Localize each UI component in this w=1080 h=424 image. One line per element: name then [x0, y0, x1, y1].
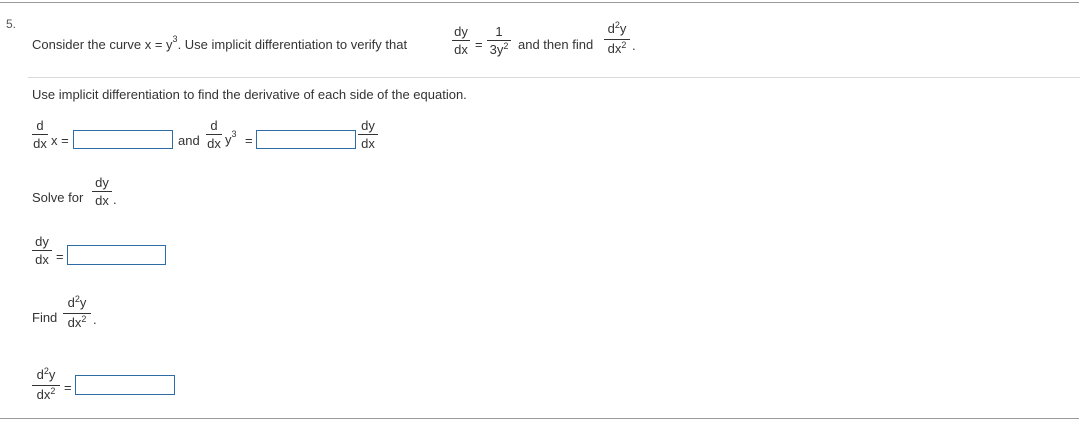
frac-bar [206, 134, 222, 135]
dx: dx [67, 315, 82, 330]
frac-num: dy [454, 24, 468, 39]
period-2: . [113, 192, 117, 207]
question-frame [0, 2, 1079, 419]
d-dx-fraction [32, 119, 48, 150]
y: y [225, 132, 232, 147]
exp-3: 3 [231, 129, 237, 139]
frac-num: 1 [495, 24, 503, 39]
frac-bar [32, 385, 60, 386]
d-dx-fraction-2 [206, 119, 222, 150]
frac-den: dx [454, 42, 468, 57]
intro-mid: . Use implicit differentiation to verify that [177, 37, 408, 52]
equals-sign-4: = [64, 380, 72, 395]
d2ydx2-fraction-3 [32, 368, 60, 403]
frac-bar [452, 40, 470, 41]
instruction-text: Use implicit differentiation to find the derivative of each side of the equation. [32, 87, 467, 102]
frac-num [32, 368, 60, 383]
equals-sign-3: = [56, 249, 64, 264]
d: d [36, 367, 44, 382]
d: d [67, 295, 75, 310]
exp-2: 2 [614, 20, 620, 30]
frac-den: dx [35, 252, 49, 267]
y: y [79, 295, 87, 310]
y: y [48, 367, 56, 382]
exp-2: 2 [81, 314, 87, 324]
frac-bar [604, 39, 630, 40]
divider [28, 77, 1080, 78]
d2ydx2-fraction [604, 22, 630, 57]
frac-num: dy [361, 118, 375, 133]
frac-den [604, 42, 630, 57]
three-y: 3y [489, 42, 504, 57]
dydx-input[interactable] [67, 245, 166, 265]
frac-num [604, 22, 630, 37]
frac-bar [92, 191, 112, 192]
period: . [632, 38, 636, 53]
exp-2: 2 [74, 294, 80, 304]
one-over-3y2 [487, 25, 511, 58]
exp-2: 2 [43, 366, 49, 376]
frac-num: dy [35, 234, 49, 249]
exp-2: 2 [503, 41, 509, 51]
dydx-fraction-4 [32, 235, 52, 266]
d: d [607, 21, 615, 36]
dydx-fraction [452, 25, 470, 56]
frac-den [63, 316, 91, 331]
d2ydx2-fraction-2 [63, 296, 91, 331]
frac-den [487, 43, 511, 58]
frac-bar [358, 134, 378, 135]
ddx-x-input[interactable] [73, 130, 173, 149]
find-text: Find [32, 310, 58, 325]
dx: dx [36, 387, 51, 402]
frac-bar [32, 250, 52, 251]
exp-2: 2 [621, 40, 627, 50]
frac-num: dy [95, 175, 109, 190]
frac-den [32, 388, 60, 403]
equals-sign: = [475, 37, 483, 52]
frac-num: d [36, 118, 44, 133]
frac-den: dx [33, 136, 47, 151]
frac-den: dx [361, 136, 375, 151]
y-cubed [225, 129, 237, 147]
frac-den: dx [95, 193, 109, 208]
frac-num [63, 296, 91, 311]
solve-for-text: Solve for [32, 190, 84, 205]
frac-den: dx [207, 136, 221, 151]
frac-num: d [210, 118, 218, 133]
dydx-fraction-2 [358, 119, 378, 150]
dx: dx [607, 41, 622, 56]
exp-2: 2 [50, 386, 56, 396]
period-3: . [93, 312, 97, 327]
question-number: 5. [6, 17, 17, 31]
frac-bar [32, 134, 48, 135]
y: y [619, 21, 627, 36]
and-text: and [178, 133, 200, 148]
frac-bar [63, 313, 91, 314]
x-equals: x = [51, 133, 69, 148]
and-then-find-text: and then find [518, 37, 594, 52]
ddx-y3-input[interactable] [256, 130, 356, 149]
d2ydx2-input[interactable] [75, 375, 175, 395]
dydx-fraction-3 [92, 176, 112, 207]
intro-text [32, 34, 408, 52]
equals-sign-2: = [245, 133, 253, 148]
intro-prefix: Consider the curve x = y [32, 37, 173, 52]
exp-3: 3 [172, 34, 178, 44]
